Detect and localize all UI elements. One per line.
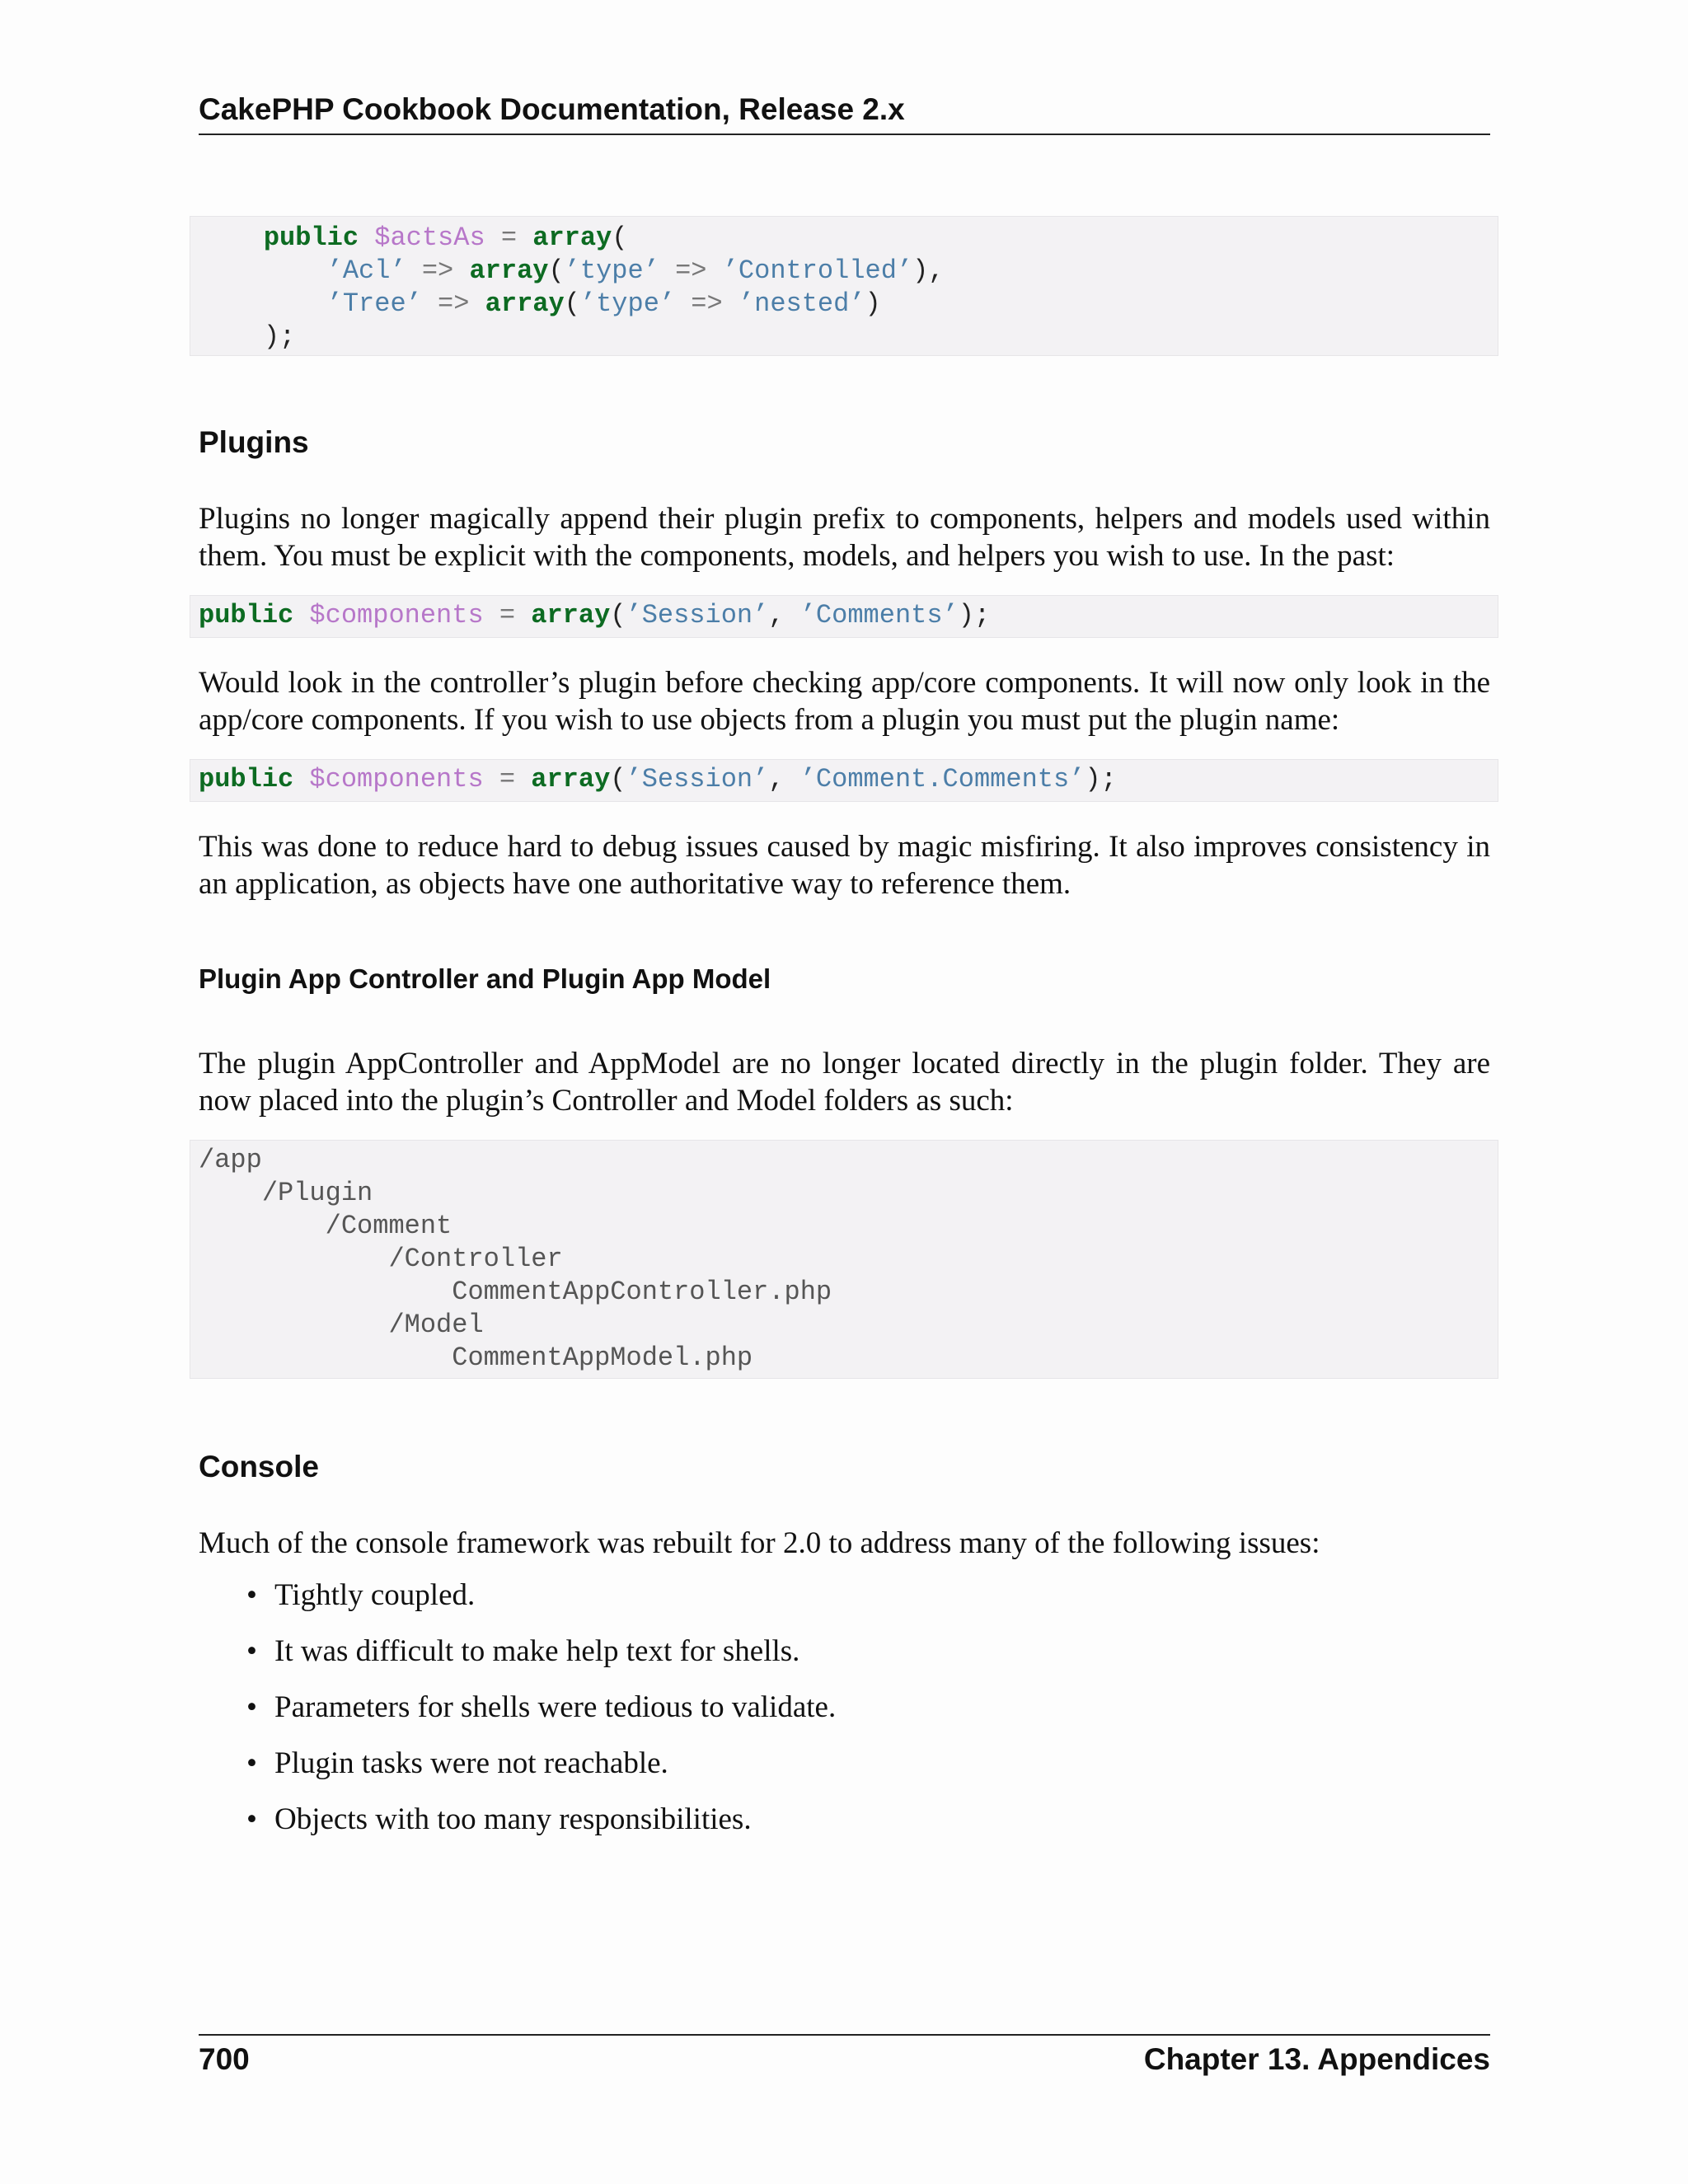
code-line: ); (263, 321, 296, 352)
list-item: • It was difficult to make help text for shells. (199, 1633, 836, 1689)
paragraph-console-intro: Much of the console framework was rebuilt for 2.0 to address many of the following issues: (199, 1526, 1320, 1560)
paragraph-plugins-intro: Plugins no longer magically append their plugin prefix to components, helpers and models used within them. You must be explicit with the components, models, and helpers you wish to use. In the past: (199, 502, 1490, 573)
list-item: • Plugin tasks were not reachable. (199, 1745, 836, 1801)
code-lines (200, 222, 945, 354)
console-issues-list (199, 1577, 836, 1857)
code-block-directory-tree (190, 1140, 1498, 1379)
code-line: public $components = array(’Session’, ’Comment.Comments’); (199, 764, 1117, 794)
paragraph-plugins-reason: This was done to reduce hard to debug issues caused by magic misfiring. It also improves consistency in an application, as objects have one authoritative way to reference them. (199, 830, 1490, 901)
code-line: ’Tree’ => array(’type’ => ’nested’) (326, 288, 881, 319)
tree-line: CommentAppModel.php (199, 1343, 753, 1373)
code-block-acts-as (190, 216, 1498, 356)
tree-line: /Comment (199, 1211, 452, 1241)
tree-line: /Model (199, 1310, 484, 1340)
code-line: public $components = array(’Session’, ’Comments’); (199, 600, 991, 630)
code-lines (199, 1144, 832, 1375)
section-heading-console: Console (199, 1450, 319, 1483)
code-line: ’Acl’ => array(’type’ => ’Controlled’), (326, 255, 945, 286)
code-block-components (190, 595, 1498, 638)
list-item: • Objects with too many responsibilities. (199, 1801, 836, 1857)
paragraph-plugins-lookup: Would look in the controller’s plugin before checking app/core components. It will now only look in the app/core components. If you wish to use objects from a plugin you must put the plugin name: (199, 666, 1490, 737)
footer-chapter: Chapter 13. Appendices (1143, 2042, 1490, 2076)
code-line: public $actsAs = array( (263, 223, 628, 253)
subsection-heading-plugin-app: Plugin App Controller and Plugin App Model (199, 963, 771, 994)
code-block-components-plugin (190, 759, 1498, 802)
tree-line: CommentAppController.php (199, 1277, 832, 1307)
tree-line: /Controller (199, 1244, 563, 1274)
list-item: • Parameters for shells were tedious to validate. (199, 1689, 836, 1745)
tree-line: /app (199, 1145, 262, 1175)
header-rule (199, 134, 1490, 135)
tree-line: /Plugin (199, 1178, 373, 1208)
running-header-title: CakePHP Cookbook Documentation, Release 2.x (199, 92, 905, 126)
page-number: 700 (199, 2042, 250, 2076)
paragraph-plugin-app: The plugin AppController and AppModel are no longer located directly in the plugin folder. They are now placed into the plugin’s Controller and Model folders as such: (199, 1047, 1490, 1118)
list-item: • Tightly coupled. (199, 1577, 836, 1633)
footer-rule (199, 2034, 1490, 2036)
section-heading-plugins: Plugins (199, 425, 309, 459)
